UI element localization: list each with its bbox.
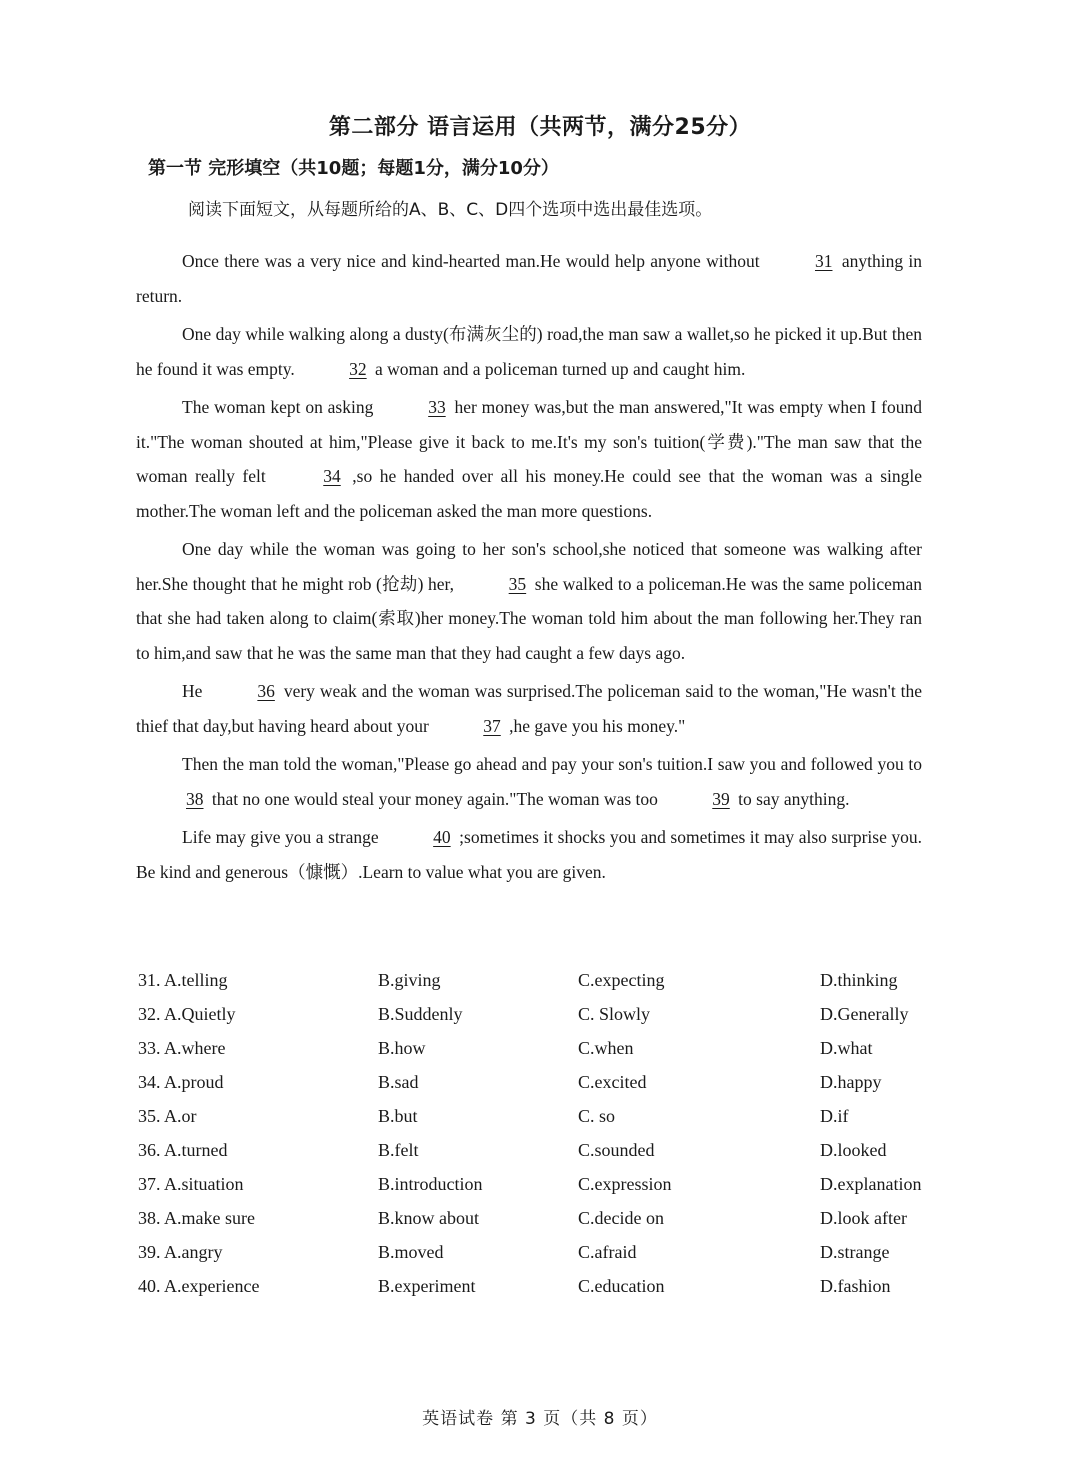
option-a: 33. A.where	[138, 1038, 226, 1058]
option-c: C.sounded	[578, 1140, 655, 1160]
instruction-text: 阅读下面短文，从每题所给的A、B、C、D四个选项中选出最佳选项。	[188, 200, 713, 220]
option-c: C.when	[578, 1038, 634, 1058]
option-d: D.explanation	[820, 1174, 922, 1194]
blank-34: 34	[323, 466, 341, 486]
option-row-38	[138, 1208, 938, 1242]
option-c: C.expression	[578, 1174, 672, 1194]
option-b: B.moved	[378, 1242, 444, 1262]
paragraph-7	[136, 820, 922, 889]
paragraph-text: ;sometimes it shocks you and sometimes it may also surprise you. Be kind and generous（慷慨）.Learn to value what you are given.	[136, 827, 922, 882]
option-row-33	[138, 1038, 938, 1072]
option-row-35	[138, 1106, 938, 1140]
paragraph-1	[136, 244, 922, 313]
option-a: 40. A.experience	[138, 1276, 260, 1296]
option-d: D.thinking	[820, 970, 898, 990]
option-a: 32. A.Quietly	[138, 1004, 236, 1024]
option-row-34	[138, 1072, 938, 1106]
option-d: D.if	[820, 1106, 849, 1126]
option-d: D.strange	[820, 1242, 890, 1262]
option-b: B.felt	[378, 1140, 419, 1160]
cloze-passage	[136, 244, 922, 893]
option-row-31	[138, 970, 938, 1004]
option-a: 38. A.make sure	[138, 1208, 255, 1228]
option-row-36	[138, 1140, 938, 1174]
paragraph-text: her money was,but the man answered,"It was empty when I found it."The woman shouted at him,"Please give it back to me.It's my son's tuition(学费)."The man saw that the woman really felt	[136, 397, 923, 486]
paragraph-5	[136, 674, 922, 743]
option-row-40	[138, 1276, 938, 1310]
option-d: D.Generally	[820, 1004, 909, 1024]
blank-31: 31	[814, 251, 833, 271]
option-a: 35. A.or	[138, 1106, 197, 1126]
paragraph-text: that no one would steal your money again."The woman was too	[211, 788, 658, 809]
option-a: 34. A.proud	[138, 1072, 224, 1092]
option-b: B.Suddenly	[378, 1004, 463, 1024]
paragraph-text: to say anything.	[738, 788, 850, 809]
option-b: B.introduction	[378, 1174, 483, 1194]
blank-40: 40	[433, 827, 451, 847]
blank-35: 35	[508, 573, 527, 594]
paragraph-text: The woman kept on asking	[182, 397, 374, 417]
option-c: C. Slowly	[578, 1004, 651, 1024]
option-d: D.look after	[820, 1208, 907, 1228]
page-footer: 英语试卷 第 3 页（共 8 页）	[422, 1409, 658, 1429]
blank-32: 32	[349, 358, 367, 379]
option-b: B.sad	[378, 1072, 419, 1092]
option-a: 31. A.telling	[138, 970, 228, 990]
option-a: 36. A.turned	[138, 1140, 228, 1160]
option-b: B.giving	[378, 970, 441, 990]
paragraph-6	[136, 747, 922, 816]
answer-options	[138, 970, 938, 1310]
paragraph-text: a woman and a policeman turned up and caught him.	[375, 358, 746, 379]
part-title: 第二部分 语言运用（共两节，满分25分）	[328, 115, 752, 140]
blank-38: 38	[186, 788, 204, 809]
option-c: C.decide on	[578, 1208, 664, 1228]
paragraph-text: ,he gave you his money."	[509, 715, 686, 736]
blank-39: 39	[712, 788, 730, 809]
blank-36: 36	[257, 681, 275, 701]
section-title: 第一节 完形填空（共10题；每题1分，满分10分）	[148, 158, 559, 179]
blank-33: 33	[428, 397, 446, 417]
option-row-37	[138, 1174, 938, 1208]
option-a: 37. A.situation	[138, 1174, 244, 1194]
paragraph-2	[136, 317, 922, 386]
paragraph-text: He	[182, 681, 203, 701]
option-d: D.what	[820, 1038, 873, 1058]
paragraph-text: very weak and the woman was surprised.The policeman said to the woman,"He wasn't the thief that day,but having heard about your	[136, 681, 923, 736]
option-b: B.experiment	[378, 1276, 476, 1296]
paragraph-3	[136, 390, 922, 528]
option-d: D.looked	[820, 1140, 887, 1160]
option-d: D.happy	[820, 1072, 882, 1092]
blank-37: 37	[483, 715, 501, 736]
paragraph-text: ,so he handed over all his money.He could see that the woman was a single mother.The woman left and the policeman asked the man more questions.	[136, 466, 923, 521]
option-b: B.but	[378, 1106, 418, 1126]
paragraph-text: One day while the woman was going to her son's school,she noticed that someone was walking after her.She thought that he might rob (抢劫) her,	[136, 539, 922, 594]
option-c: C.expecting	[578, 970, 665, 990]
paragraph-text: she walked to a policeman.He was the same policeman that she had taken along to claim(索取)her money.The woman told him about the man following her.They ran to him,and saw that he was the same man that they had caught a few days ago.	[136, 573, 922, 663]
option-c: C.education	[578, 1276, 665, 1296]
paragraph-text: anything in return.	[136, 251, 923, 306]
option-b: B.how	[378, 1038, 426, 1058]
option-row-32	[138, 1004, 938, 1038]
paragraph-text: Once there was a very nice and kind-hearted man.He would help anyone without	[182, 251, 760, 271]
option-d: D.fashion	[820, 1276, 891, 1296]
option-c: C. so	[578, 1106, 616, 1126]
paragraph-text: Then the man told the woman,"Please go ahead and pay your son's tuition.I saw you and followed you to	[182, 754, 922, 774]
paragraph-text: One day while walking along a dusty(布满灰尘的) road,the man saw a wallet,so he picked it up.But then he found it was empty.	[136, 324, 922, 379]
option-row-39	[138, 1242, 938, 1276]
option-b: B.know about	[378, 1208, 479, 1228]
paragraph-text: Life may give you a strange	[182, 827, 379, 847]
option-a: 39. A.angry	[138, 1242, 223, 1262]
paragraph-4	[136, 532, 922, 670]
option-c: C.afraid	[578, 1242, 637, 1262]
option-c: C.excited	[578, 1072, 647, 1092]
